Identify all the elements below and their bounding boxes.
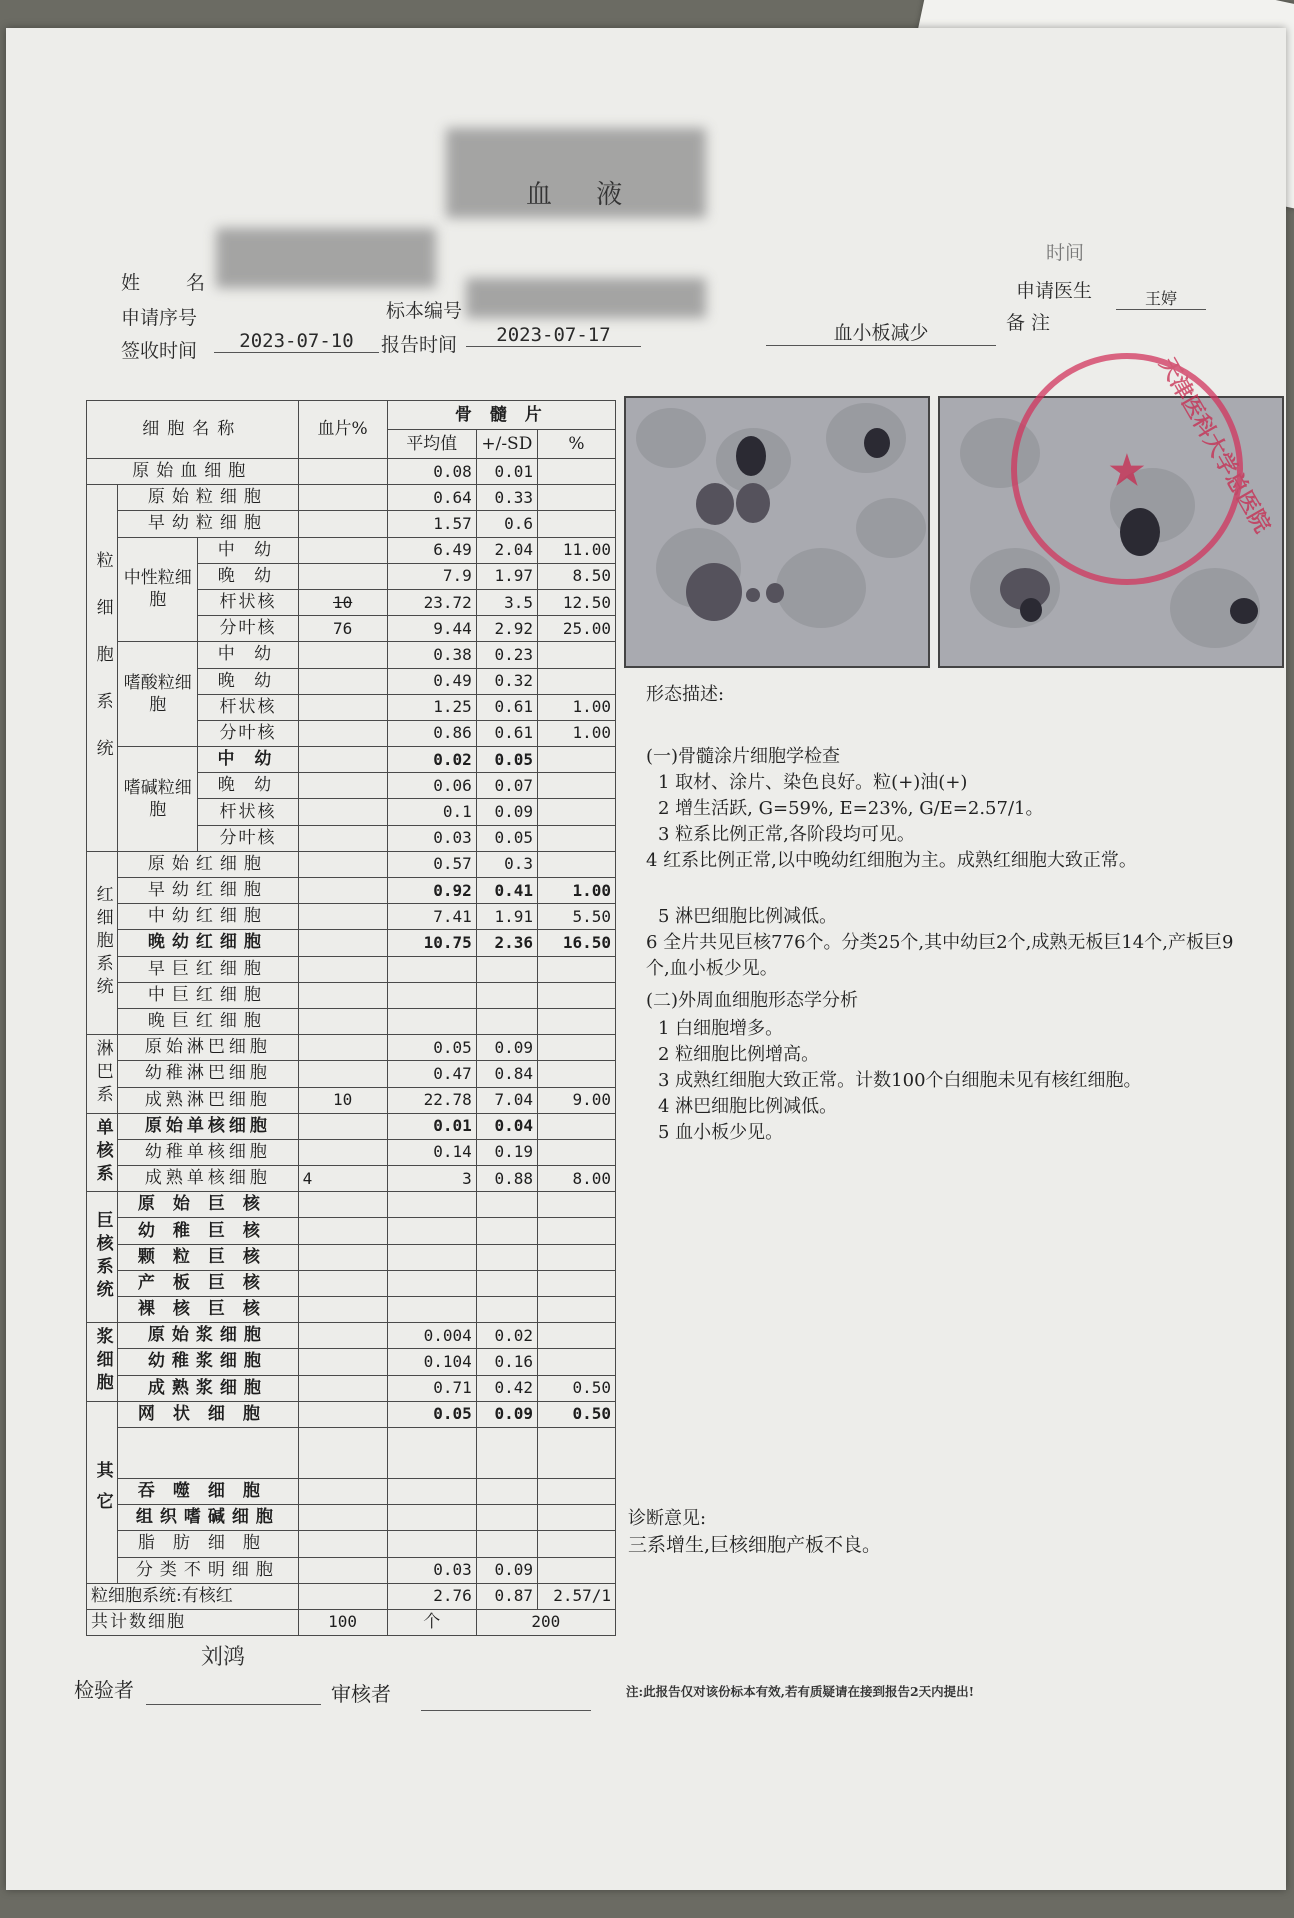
table-row (87, 1427, 616, 1478)
group-granulocyte: 粒细胞系统 (87, 485, 118, 852)
morphology-item: 3 粒系比例正常,各阶段均可见。 (658, 824, 915, 845)
diagnosis-text: 三系增生,巨核细胞产板不良。 (628, 1534, 882, 1556)
col-cell-name: 细胞名称 (87, 401, 299, 459)
report-time-label: 报告时间 (381, 334, 458, 356)
group-eosinophil: 嗜酸粒细胞 (118, 642, 198, 747)
table-row: 幼稚巨核 (87, 1218, 616, 1244)
group-lymph: 淋巴系 (87, 1035, 118, 1114)
morphology-item: 2 增生活跃, G=59%, E=23%, G/E=2.57/1。 (658, 798, 1044, 819)
morphology-section-1: (一)骨髓涂片细胞学检查 (646, 746, 841, 767)
diagnosis-label: 诊断意见: (628, 1508, 707, 1529)
specimen-no-label: 标本编号 (386, 300, 463, 322)
table-row: 中幼红细胞 7.41 1.91 5.50 (87, 904, 616, 930)
table-row: 吞噬细胞 (87, 1478, 616, 1504)
group-mega: 巨核系统 (87, 1192, 118, 1323)
cell-count-table (86, 400, 616, 1636)
morphology-item: 3 成熟红细胞大致正常。计数100个白细胞未见有核红细胞。 (658, 1070, 1142, 1091)
table-row: 杆状核 10 23.72 3.5 12.50 (87, 589, 616, 615)
morphology-section-2: (二)外周血细胞形态学分析 (646, 990, 859, 1011)
marrow-photo-1 (624, 396, 930, 668)
group-mono: 单核系 (87, 1113, 118, 1192)
group-basophil: 嗜碱粒细胞 (118, 747, 198, 852)
col-sd: +/-SD (476, 430, 537, 459)
group-neutrophil: 中性粒细胞 (118, 537, 198, 642)
table-row: 分类不明细胞 0.03 0.09 (87, 1557, 616, 1583)
morphology-item: 1 取材、涂片、染色良好。粒(+)油(+) (658, 772, 968, 793)
table-row: 早幼粒细胞 1.57 0.6 (87, 511, 616, 537)
ratio-row: 粒细胞系统:有核红 2.76 0.87 2.57/1 (87, 1583, 616, 1609)
table-row: 分叶核 0.86 0.61 1.00 (87, 720, 616, 746)
time-label: 时间 (1046, 242, 1085, 264)
table-row: 淋巴系 原始淋巴细胞 0.05 0.09 (87, 1035, 616, 1061)
group-other: 其它 (87, 1401, 118, 1583)
table-row: 分叶核 76 9.44 2.92 25.00 (87, 616, 616, 642)
report-paper (6, 28, 1286, 1890)
inspector-signature: 刘鸿 (201, 1645, 246, 1670)
table-row: 晚幼红细胞 10.75 2.36 16.50 (87, 930, 616, 956)
reviewer-label: 审核者 (331, 1682, 391, 1706)
table-row: 中性粒细胞 中 幼 6.49 2.04 11.00 (87, 537, 616, 563)
table-row: 晚 幼 0.06 0.07 (87, 773, 616, 799)
receive-time-value: 2023-07-10 (214, 330, 379, 353)
table-row: 浆细胞 原始浆细胞 0.004 0.02 (87, 1323, 616, 1349)
footer-note: 注:此报告仅对该份标本有效,若有质疑请在接到报告2天内提出! (626, 1684, 975, 1699)
table-row: 早幼红细胞 0.92 0.41 1.00 (87, 878, 616, 904)
morphology-heading: 形态描述: (646, 684, 725, 705)
table-row: 早巨红细胞 (87, 956, 616, 982)
table-row: 成熟淋巴细胞 10 22.78 7.04 9.00 (87, 1087, 616, 1113)
table-row: 分叶核 0.03 0.05 (87, 825, 616, 851)
table-row: 颗粒巨核 (87, 1244, 616, 1270)
table-row: 巨核系统 原始巨核 (87, 1192, 616, 1218)
remark-label: 备 注 (1006, 312, 1051, 334)
group-erythroid: 红细胞系统 (87, 851, 118, 1034)
redacted-region (466, 278, 706, 318)
redacted-region (216, 228, 436, 288)
col-mean: 平均值 (387, 430, 476, 459)
table-row: 中巨红细胞 (87, 982, 616, 1008)
col-marrow: 骨 髓 片 (387, 401, 615, 430)
table-row: 晚 幼 0.49 0.32 (87, 668, 616, 694)
table-row: 成熟浆细胞 0.71 0.42 0.50 (87, 1375, 616, 1401)
name-label: 姓 名 (121, 272, 226, 294)
morphology-item: 5 淋巴细胞比例减低。 (658, 906, 838, 927)
table-row: 幼稚淋巴细胞 0.47 0.84 (87, 1061, 616, 1087)
table-row: 幼稚单核细胞 0.14 0.19 (87, 1139, 616, 1165)
group-plasma: 浆细胞 (87, 1323, 118, 1402)
morphology-item: 4 红系比例正常,以中晚幼红细胞为主。成熟红细胞大致正常。 (646, 850, 1137, 871)
col-blood-smear: 血片% (298, 401, 387, 459)
table-row: 裸核巨核 (87, 1297, 616, 1323)
receive-time-label: 签收时间 (121, 340, 198, 362)
table-row: 组织嗜碱细胞 (87, 1505, 616, 1531)
table-row: 单核系 原始单核细胞 0.01 0.04 (87, 1113, 616, 1139)
table-row: 红细胞系统 原始红细胞 0.57 0.3 (87, 851, 616, 877)
doctor-value: 王婷 (1116, 286, 1206, 310)
inspector-label: 检验者 (74, 1678, 134, 1702)
morphology-item: 4 淋巴细胞比例减低。 (658, 1096, 838, 1117)
request-no-label: 申请序号 (121, 307, 198, 329)
morphology-item: 2 粒细胞比例增高。 (658, 1044, 820, 1065)
table-row: 杆状核 1.25 0.61 1.00 (87, 694, 616, 720)
table-row: 脂肪细胞 (87, 1531, 616, 1557)
table-row: 幼稚浆细胞 0.104 0.16 (87, 1349, 616, 1375)
report-title: 血 液 (526, 180, 641, 210)
clinical-diagnosis-value: 血小板减少 (766, 318, 996, 346)
report-time-value: 2023-07-17 (466, 324, 641, 347)
table-row: 晚巨红细胞 (87, 1008, 616, 1034)
table-row: 嗜酸粒细胞 中 幼 0.38 0.23 (87, 642, 616, 668)
total-row: 共计数细胞 100 个 200 (87, 1609, 616, 1635)
col-pct: % (537, 430, 615, 459)
table-row: 晚 幼 7.9 1.97 8.50 (87, 563, 616, 589)
morphology-item: 5 血小板少见。 (658, 1122, 784, 1143)
morphology-item: 6 全片共见巨核776个。分类25个,其中幼巨2个,成熟无板巨14个,产板巨9个,血小板少见。 (646, 932, 1234, 979)
doctor-label: 申请医生 (1016, 280, 1093, 302)
table-row: 杆状核 0.1 0.09 (87, 799, 616, 825)
hospital-stamp: 天津医科大学总医院 ★ (1011, 353, 1243, 585)
inspector-sign-line (146, 1678, 321, 1705)
table-row: 产板巨核 (87, 1270, 616, 1296)
morphology-item: 1 白细胞增多。 (658, 1018, 784, 1039)
table-row: 成熟单核细胞 4 3 0.88 8.00 (87, 1166, 616, 1192)
table-row: 嗜碱粒细胞 中 幼 0.02 0.05 (87, 747, 616, 773)
reviewer-sign-line (421, 1684, 591, 1711)
star-icon: ★ (1109, 447, 1145, 494)
table-row: 原始血细胞 0.08 0.01 (87, 459, 616, 485)
table-row: 粒细胞系统 原始粒细胞 0.64 0.33 (87, 485, 616, 511)
table-row: 其它 网状细胞 0.05 0.09 0.50 (87, 1401, 616, 1427)
